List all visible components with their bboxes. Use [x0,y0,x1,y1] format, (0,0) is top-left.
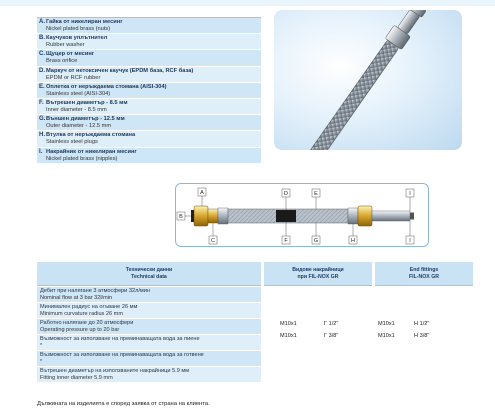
part-row-a [37,18,261,34]
header-connector-types [264,262,372,286]
part-row-c [37,50,261,66]
connector-g-size: Г 3/8" [324,333,339,339]
tech-row-en: * [40,359,43,365]
footer-note: Дължината на изделията е според заявка от страна на клиента. [37,401,210,407]
part-row-d [37,67,261,83]
part-name-bg: Щуцер от месинг [46,51,95,58]
part-letter: E. [39,83,45,90]
diagram-label-f: F [284,238,288,244]
part-name-bg: Външен диаметър - 12.5 мм [46,116,125,123]
parts-legend [37,17,261,164]
tech-row [37,351,261,367]
hose-photo-illustration [274,10,462,150]
top-strip [0,0,495,6]
diagram-label-c: C [211,238,215,244]
part-name-en: Rubber washer [46,42,85,49]
diagram-label-i: I [409,191,411,197]
part-letter: B. [39,35,45,42]
part-name-bg: Маркуч от нетоксичен каучук (EPDM база, RCF база) [46,67,194,74]
part-name-en: Inner diameter - 8.5 mm [46,106,107,113]
diagram-label-g: G [313,238,319,244]
part-letter: F. [39,99,44,106]
hose-diagram-svg [176,184,430,248]
part-letter: C. [39,51,45,58]
tech-row-en: * [40,343,43,349]
left-nut [194,206,208,226]
tech-row [37,335,261,351]
connector-size-g [324,318,338,342]
tech-row-bg: Минимален радиус на огъване 26 мм [40,304,138,310]
tech-row-bg: Възможност за използване на преминаващата вода за готвене [40,352,204,358]
tech-row-en: Minimum curvature radius 26 mm [40,311,123,317]
nipple-tip [410,213,414,220]
header-conn-bg: Видове накрайници [292,267,344,273]
tech-row [37,367,261,383]
header-tech-bg: Технически данни [125,267,173,273]
part-letter: A. [39,19,45,25]
rubber-core [276,210,296,222]
part-name-bg: Вътрешен диаметър - 8.5 мм [46,99,128,106]
tech-row-bg: Работно налягане до 20 атмосфери [40,320,134,326]
right-nipple [372,211,410,221]
diagram-label-a: A [200,190,204,196]
part-name-bg: Гайка от никелиран месинг [46,19,123,25]
header-conn-en: при FIL-NOX GR [297,273,339,280]
part-name-bg: Втулка от неръждаема стомана [46,132,136,139]
part-row-i [37,148,261,164]
part-row-b [37,34,261,50]
right-sleeve [348,208,358,224]
washer [191,210,194,222]
hose-diagram [175,183,429,247]
end-h-size: H 1/2" [414,321,430,327]
diagram-label-b: B [179,214,183,220]
part-letter: H. [39,132,45,139]
right-nut [358,206,372,226]
end-size-m [378,318,395,342]
part-name-bg: Каучуков уплътнител [46,35,108,42]
end-m-size: M10x1 [378,333,395,339]
part-row-f [37,99,261,115]
part-name-en: EPDM or RCF rubber [46,74,101,81]
diagram-label-e: E [314,191,318,197]
connector-g-size: Г 1/2" [324,321,339,327]
product-photo [274,10,462,150]
part-name-en: Nickel plated brass (nuts) [46,26,111,32]
part-name-en: Brass orifice [46,58,78,65]
part-name-en: Outer diameter - 12.5 mm [46,123,112,130]
end-size-h [414,318,429,342]
header-end-1: End fittings [409,267,439,273]
part-name-bg: Оплетка от неръждаема стомана (AISI-304) [46,83,167,90]
tech-row [37,303,261,319]
part-letter: I. [39,148,43,155]
tech-row-bg: Вътрешен диаметър на използваните накрайници 5.9 мм [40,368,190,374]
part-letter: G. [39,116,46,123]
diagram-label-d: D [284,191,288,197]
part-name-en: Nickel plated brass (nipples) [46,155,118,162]
part-row-h [37,131,261,147]
header-tech-en: Technical data [131,273,167,280]
header-end-fittings [375,262,473,286]
tech-row-en: Operating pressure up to 20 bar [40,327,120,333]
tech-row-bg: Възможност за използване на преминаващата вода за пиене [40,336,200,342]
tech-row-en: Fitting inner diameter 5.9 mm [40,375,113,381]
connector-size-m [280,318,297,342]
part-row-e [37,83,261,99]
part-name-en: Stainless steel plugs [46,139,98,146]
part-name-en: Stainless steel (AISI-304) [46,90,111,97]
technical-rows [37,287,261,383]
header-end-2: FIL-NOX GR [409,273,439,280]
diagram-label-i-bottom: I [409,238,411,244]
tech-row-bg: Дебит при налягане 3 атмосфери 32л/мин [40,288,150,294]
connector-m-size: M10x1 [280,333,297,339]
header-technical-data [37,262,261,286]
part-letter: D. [39,67,45,74]
left-sleeve [218,208,228,224]
tech-row [37,287,261,303]
tech-row [37,319,261,335]
end-h-size: H 3/8" [414,333,430,339]
diagram-label-h: H [351,238,355,244]
part-name-bg: Накрайник от никелиран месинг [46,148,137,155]
end-m-size: M10x1 [378,321,395,327]
connector-m-size: M10x1 [280,321,297,327]
part-row-g [37,115,261,131]
left-orifice [208,209,218,223]
tech-row-en: Nominal flow at 3 bar 32l/min [40,295,113,301]
